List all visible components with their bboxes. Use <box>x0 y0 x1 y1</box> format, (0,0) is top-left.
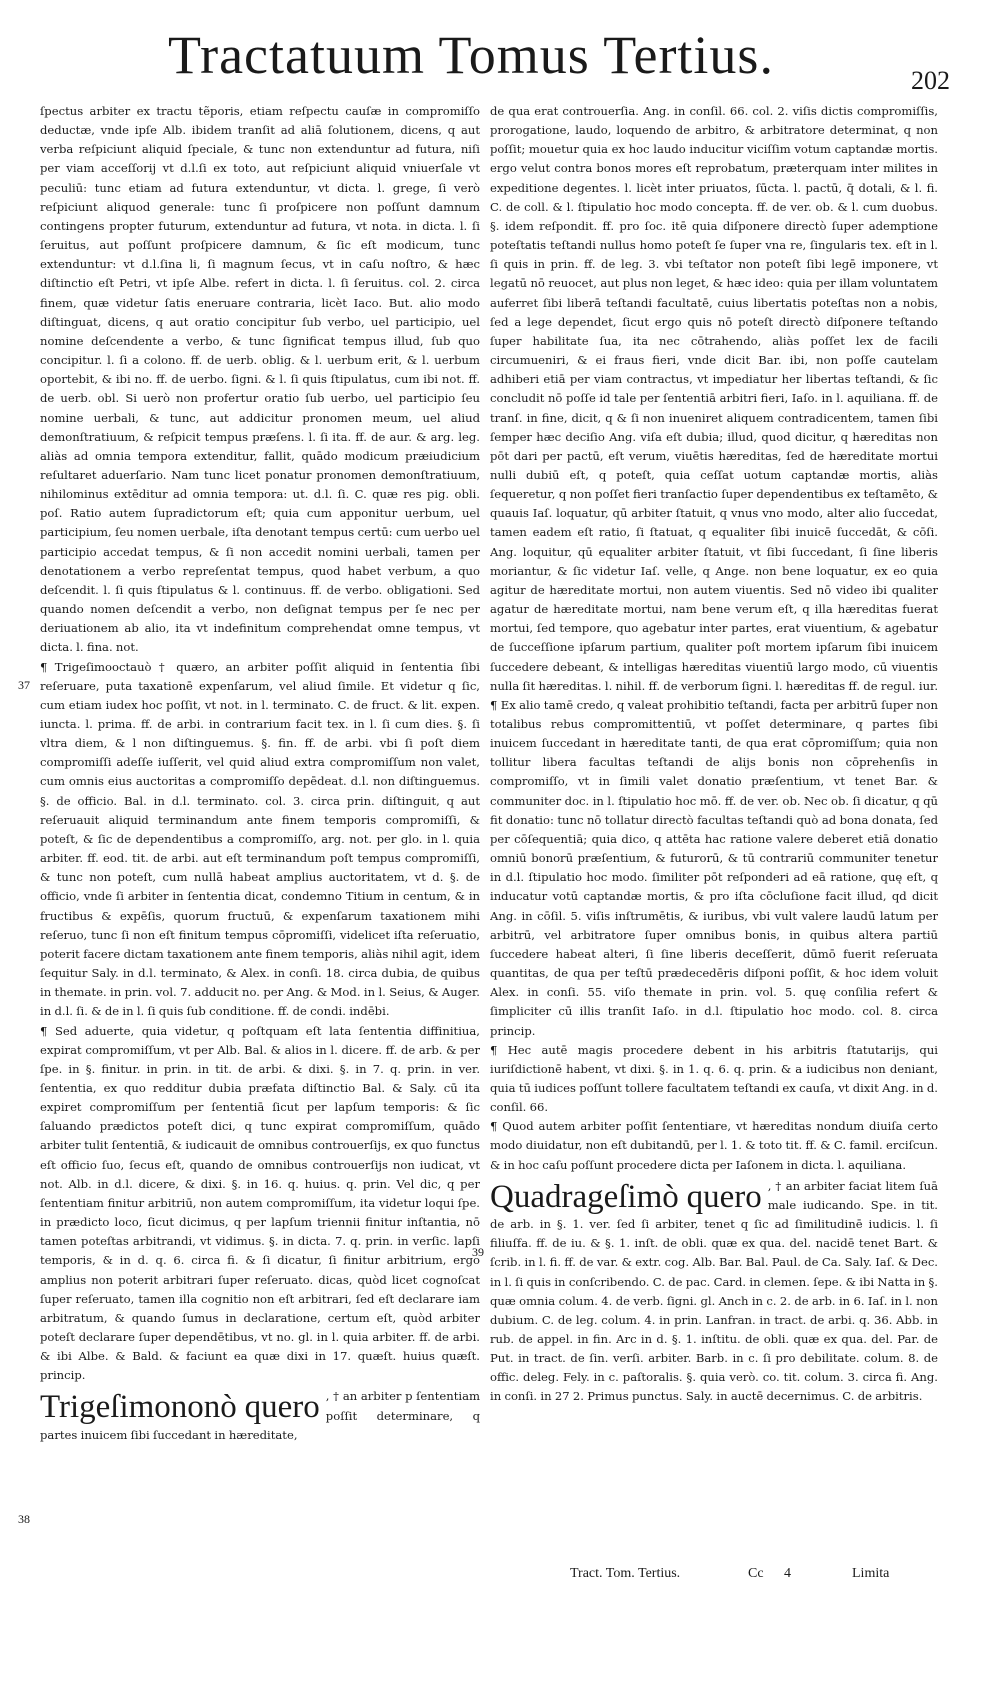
right-column <box>490 102 938 1582</box>
question-40-text: , † an arbiter faciat litem ſuā male iudicando. Spe. in tit. de arb. in §. 1. ver. ſed ſi arbiter, tenet q ſic ad ſimilitudinē iudicis. l. ſi filiuſfa. ff. de iu. & §. 1. inſt. de obli. quæ ex qua. del. nacidē tenet Bart. & ſcrib. in l. fi. ff. de var. & extr. cog. Alb. Bar. Bal. Paul. de Ca. Saly. Iaſ. & Dec. in l. ſi quis in conſcribendo. C. de pac. Card. in clemen. ſepe. & ibi Natta in §. quæ omnia colum. 4. de verb. ſigni. gl. Anch in c. 2. de arb. in 6. Iaſ. in l. non dubium. C. de leg. colum. 4. in prin. Lanfran. in tract. de arbi. q. 36. Abb. in rub. de appel. in fin. Arc in d. §. 1. inſtitu. de obli. quæ ex qua. del. Par. de Put. in tract. de ſin. verſi. arbiter. Barb. in c. ſi pro debilitate. colum. 8. de offic. deleg. Fely. in c. paſtoralis. §. quia verò. co. tit. colum. 3. circa fi. Ang. in conſi. in 27 2. Primus punctus. Saly. in auctē decernimus. C. de arbitris. <box>490 1178 938 1404</box>
running-head <box>150 22 950 102</box>
question-40-heading <box>490 1177 938 1407</box>
margin-number-37: 37 <box>18 678 30 692</box>
left-column <box>40 102 480 1582</box>
right-paragraph-4: ¶ Quod autem arbiter poſſit ſententiare, vt hæreditas nondum diuiſa certo modo diuidatur, non eſt dubitandū, per l. 1. & toto tit. ff. & C. famil. erciſcun. & in hoc caſu poſſunt procedere dicta per Iaſonem in dicta. l. aquiliana. <box>490 1119 938 1172</box>
page-title: Tractatuum Tomus Tertius. <box>168 25 774 85</box>
question-39-text: , † an arbiter p ſententiam poſſit determinare, q partes inuicem ſibi ſuccedant in hæreditate, <box>40 1389 480 1442</box>
question-38-paragraph: ¶ Trigeſimooctauò † quæro, an arbiter poſſit aliquid in ſententia ſibi reſeruare, puta taxationē expenſarum, vel aliud ſimile. Et videtur q ſic, cum etiam iudex hoc poſſit, vt not. in l. terminato. C. de fruct. & lit. expen. iuncta. l. prima. ff. de arbi. in contrarium facit tex. in l. ſi cum dies. §. ſi vltra diem, & l non diſtinguemus. §. fin. ff. de arbi. vbi ſi poſt diem compromiſſi adeſſe iuſſerit, vel quid aliud extra compromiſſum non valet, cum omnis eius auctoritas a compromiſſo depēdeat. d.l. non diſtinguemus. §. de officio. Bal. in d.l. terminato. col. 3. circa prin. diſtinguit, q aut reſeruauit aliquid terminandum ante finem temporis compromiſſi, & poteſt, & ſic de dependentibus a compromiſſo, arg. not. per glo. in l. quia arbiter. ff. eod. tit. de arbi. aut eſt terminandum poſt tempus compromiſſi, & tunc non poteſt, cum nullā habeat amplius auctoritatem, vt d. §. de officio, vnde ſi arbiter in ſententia dicat, condemno Titium in centum, & in fructibus & expēſis, quorum fructuū, & expenſarum taxationem mihi reſeruo, tunc ſi non eſt finitum tempus cōpromiſſi, videlicet iſta reſeruatio, poterit facere dictam taxationem ante finem temporis, aliàs nihil agit, idem ſequitur Saly. in d.l. terminato, & Alex. in conſi. 18. circa dubia, de quibus in themate. in prin. vol. 7. adducit no. per Ang. & Mod. in l. Seius, & Auger. in d.l. ſi. & de in l. ſi quis ſub conditione. ff. de condi. indēbi. <box>40 659 480 1019</box>
footer-sheet-mark: Cc <box>748 1566 764 1581</box>
right-paragraph-3: ¶ Hec autē magis procedere debent in his arbitris ſtatutarijs, qui iuriſdictionē habent, vt dixi. §. in 1. q. 6. q. prin. & a iudicibus non deniant, quia tū iudices poſſunt tollere facultatem teſtandi ex cauſa, vt dixit Ang. in d. conſil. 66. <box>490 1042 938 1115</box>
left-paragraph-1: ſpectus arbiter ex tractu tẽporis, etiam reſpectu cauſæ in compromiſſo deductæ, vnde ipſe Alb. ibidem tranſit ad aliā ſolutionem, dicens, q aut verba reſpiciunt aliquid ſpeciale, & tunc non extenduntur ad futura, niſi per viam acceſſorij vt d.l.ſi ex toto, aut reſpiciunt aliquid vniuerſale vt peculiū: tunc etiam ad futura extenduntur, vt dicta. l. grege, ſi verò reſpiciunt aliquod generale: tunc ſi proſpicere non poſſunt damnum contingens propter futurum, extenduntur ad futura, vt nota. in dicta. l. ſi ſeruitus, aut poſſunt proſpicere damnum, & ſic eſt modicum, tunc extenduntur: vt d.l.ſina li, ſi magnum ſecus, vt in caſu noſtro, & hæc diſtinctio eſt Petri, vt ipſe Albe. refert in dicta. l. ſi ſeruitus. col. 2. circa finem, quæ videtur ſatis eneruare contraria, licèt Iaco. But. alio modo diſtinguat, dicens, q aut oratio concipitur ſub verbo, uel participio, uel nomine deſcendente a verbo, & tunc ſignificat tempus illud, ſub quo concipitur. l. ſi a colono. ff. de uerb. oblig. & l. uerbum erit, & l. uerbum oportebit, & ibi no. ff. de uerbo. ſigni. & l. ſi quis ſtipulatus, cum ibi not. ff. de uerb. obl. Si uerò non profertur oratio ſub uerbo, uel participio ſeu nomine uerbali, & tunc, aut addicitur pronomen meum, uel aliud demonſtratiuum, & reſpicit tempus præſens. l. ſi ita. ff. de aur. & arg. leg. aliàs ad omnia tempora extenditur, fallit, quādo modicum præiudicium reſultaret aduerſario. Nam tunc licet ponatur pronomen demonſtratiuum, nihilominus extēditur ad omnia tempora: ut. d.l. ſi. C. quæ res pig. obli. poſ. Ratio autem ſupradictorum eſt; quia cum apponitur uerbum, uel participium, ſeu nomen uerbale, iſta denotant tempus certū: cum uerbo uel participio accedat tempus, & ſi non accedit nomini uerbali, tamen per denotationem a verbo repreſentat tempus, quod habet verbum, a quo deſcendit. l. ſi quis ſtipulatus & l. continuus. ff. de verbo. obligationi. Sed quando nomen deſcendit a verbo, non deſignat tempus per ſe nec per deriuationem ab alio, ita vt indefinitum comprehendat omne tempus, vt dicta. l. fina. not. <box>40 104 480 655</box>
page-number: 202 <box>911 66 950 95</box>
margin-number-38: 38 <box>18 1512 30 1526</box>
footer-sheet-number: 4 <box>784 1566 791 1581</box>
footer-catchword: Limita <box>852 1566 890 1581</box>
margin-number-39: 39 <box>472 1245 484 1259</box>
right-paragraph-2: ¶ Ex alio tamē credo, q valeat prohibitio teſtandi, facta per arbitrū ſuper non totalibus rebus compromittentiū, vt poſſet determinare, q partes ſibi inuicem ſuccedant in hæreditate tanti, de qua erat cōpromiſſum; quia non tollitur libera facultas teſtandi de alijs bonis non cōprehenſis in compromiſſo, vt in ſimili valet donatio præſentium, vt tenet Bar. & communiter doc. in l. ſtipulatio hoc mō. ff. de ver. ob. Nec ob. ſi dicatur, q qū fit donatio: tunc nō tollatur directò facultas teſtandi quò ad bona donata, ſed per cōſequentiā; quia dico, q attēta hac ratione valere deberet etiā donatio omniū bonorū præſentium, & futurorū, & tū contrariū communiter tenetur in d.l. ſtipulatio hoc modo. ſimiliter pōt reſponderi ad eā ratione, quę eſt, q inducatur votū captandæ mortis, & pro iſta cōcluſione facit illud, qd dicit Ang. in cōſil. 5. viſis inſtrumētis, & iuribus, vbi vult valere laudū latum per arbitrū, vel arbitratore ſuper omnibus bonis, in quibus altera partiū ſuccedere habeat alteri, ſi ſine liberis deceſſerit, dūmō fuerit reſeruata quantitas, de qua per teſtū prædecedēris diſponi poſſit, & hoc idem voluit Alex. in conſi. 55. viſo themate in prin. vol. 5. quę conſilia refert & ſimpliciter cū illis tranſit Iaſo. in d.l. ſtipulatio hoc modo. col. 8. circa princip. <box>490 697 938 1038</box>
footer-signature: Tract. Tom. Tertius. <box>570 1566 681 1581</box>
question-39-heading <box>40 1387 480 1444</box>
question-39-initial: Trigeſimononò quero <box>40 1389 320 1426</box>
left-paragraph-3: ¶ Sed aduerte, quia videtur, q poſtquam eſt lata ſententia diffinitiua, expirat compromiſſum, vt per Alb. Bal. & alios in l. dicere. ff. de arb. & per ſpe. in §. finitur. in prin. in tit. de arbi. & dixi. §. in 7. q. prin. in ver. ſententia, ex quo redditur dubia præfata diſtinctio Bal. & Saly. cū ita expiret compromiſſum per ſententiā ſicut per lapſum temporis: & ſic ſaluando prædictos poteſt dici, q tunc expirat compromiſſum, quādo arbiter tulit ſententiā, & iudicauit de omnibus controuerſijs, ex quo functus eſt officio ſuo, ſecus eſt, quando de omnibus controuerſijs non iudicat, vt not. Alb. in d.l. dicere, & dixi. §. in 16. q. huius. q. prin. Vel dic, q per ſententiam finitur arbitriū, non autem compromiſſum, ita videtur loqui ſpe. in prædicto loco, ſicut dicimus, q per lapſum triennii finitur inſtantia, nō tamen poteſtas arbitrandi, vt vidimus. §. in dicta. 7. q. prin. in verſic. lapſi temporis, & in d. q. 6. circa fi. & ſi dicatur, ſi finitur arbitrium, ergo amplius non poterit arbitrari ſuper reſeruato. dicas, quòd licet cognoſcat ſuper reſeruato, tamen illa cognitio non eſt arbitrari, ſed eſt declarare iam arbitratum, & quando ſumus in declaratione, certum eſt, quòd arbiter poteſt declarare ſuper dependētibus, vt no. gl. in l. quia arbiter. ff. de arbi. & ibi Albe. & Bald. & faciunt ea quæ dixi in 17. quæſt. huius quæſt. princip. <box>40 1023 480 1383</box>
page-footer <box>570 1566 930 1590</box>
question-40-initial: Quadrageſimò quero <box>490 1178 762 1215</box>
right-paragraph-1: de qua erat controuerſia. Ang. in conſil. 66. col. 2. viſis dictis compromiſſis, prorogatione, laudo, loquendo de arbitro, & arbitratore determinat, q non poſſit; mouetur quia ex hoc laudo inducitur viciſſim votum captandæ mortis. ergo velut contra bonos mores eſt reprobatum, præterquam inter milites in expeditione degentes. l. licèt inter priuatos, ſūcta. l. pactū, q̄ dotali, & l. fi. C. de coll. & l. ſtipulatio hoc modo concepta. ff. de ver. ob. & l. cum duobus. §. idem reſpondit. ff. pro ſoc. itē quia diſponere directò ſuper ademptione poteſtatis teſtandi nullus homo poteſt ſe ſuper vna re, ſingularis tex. eſt in l. ſi quis in prin. ff. de leg. 3. vbi teſtator non poteſt ſibi legē imponere, vt legatū nō reuocet, aut plus non leget, & hæc ideo: quia per illam voluntatem auferret ſibi liberā teſtandi facultatē, cuius libertatis poteſtas non a nobis, ſed a lege dependet, ſicut ergo quis nō poteſt directò diſponere teſtando ſuper habilitate ſua, ita nec cōtrahendo, aliàs poſſet lex de facili circumueniri, & ei fraus fieri, vnde dicit Bar. ibi, non poſſe cautelam adhiberi etiā per viam contractus, vt impediatur her libertas teſtandi, & ſic concludit nō poſſe id tale per ſententiā arbitri fieri, Iaſo. in l. aquiliana. ff. de tranſ. in fine, dicit, q & ſi non inueniret aliquem contradicentem, tamen ſibi ſemper hæc deciſio Ang. viſa eſt dubia; illud, quod dicitur, q hæreditas non pōt dari per pactū, eſt verum, viuētis hæreditas, ſed de hæreditate mortui nulli dubiū eſt, q poteſt, quia ceſſat uotum captandæ mortis, aliàs ſequeretur, q non poſſet fieri tranſactio ſuper dependentibus ex teſtamēto, & quauis Iaſ. loquatur, qū arbiter ſtatuit, q vnus vno modo, alter alio ſuccedat, tamen eadem eſt ratio, ſi ſtatuat, q equaliter ſibi inuicē ſuccedāt, & cōſi. Ang. loquitur, qū equaliter arbiter ſtatuit, vt ſibi ſuccedant, ſi ſine liberis moriantur, & ſic videtur Iaſ. velle, q Ange. non bene loquatur, ex eo quia agitur de hæreditate mortui, non autem viuentis. Sed nō video ibi qualiter agatur de hæreditate mortui, nam bene verum eſt, q illa hæreditas fuerat mortui, ſed tempore, quo agebatur inter partes, erat viuentium, & agebatur de ſucceſſione ipſarum partium, qualiter poſt mortem ipſarum ſibi inuicem ſuccedere debeant, & intelligas hæreditas viuentiū largo modo, cū viuentis nulla ſit hæreditas. l. nihil. ff. de verborum ſigni. l. hæreditas ff. de regul. iur. <box>490 104 938 693</box>
